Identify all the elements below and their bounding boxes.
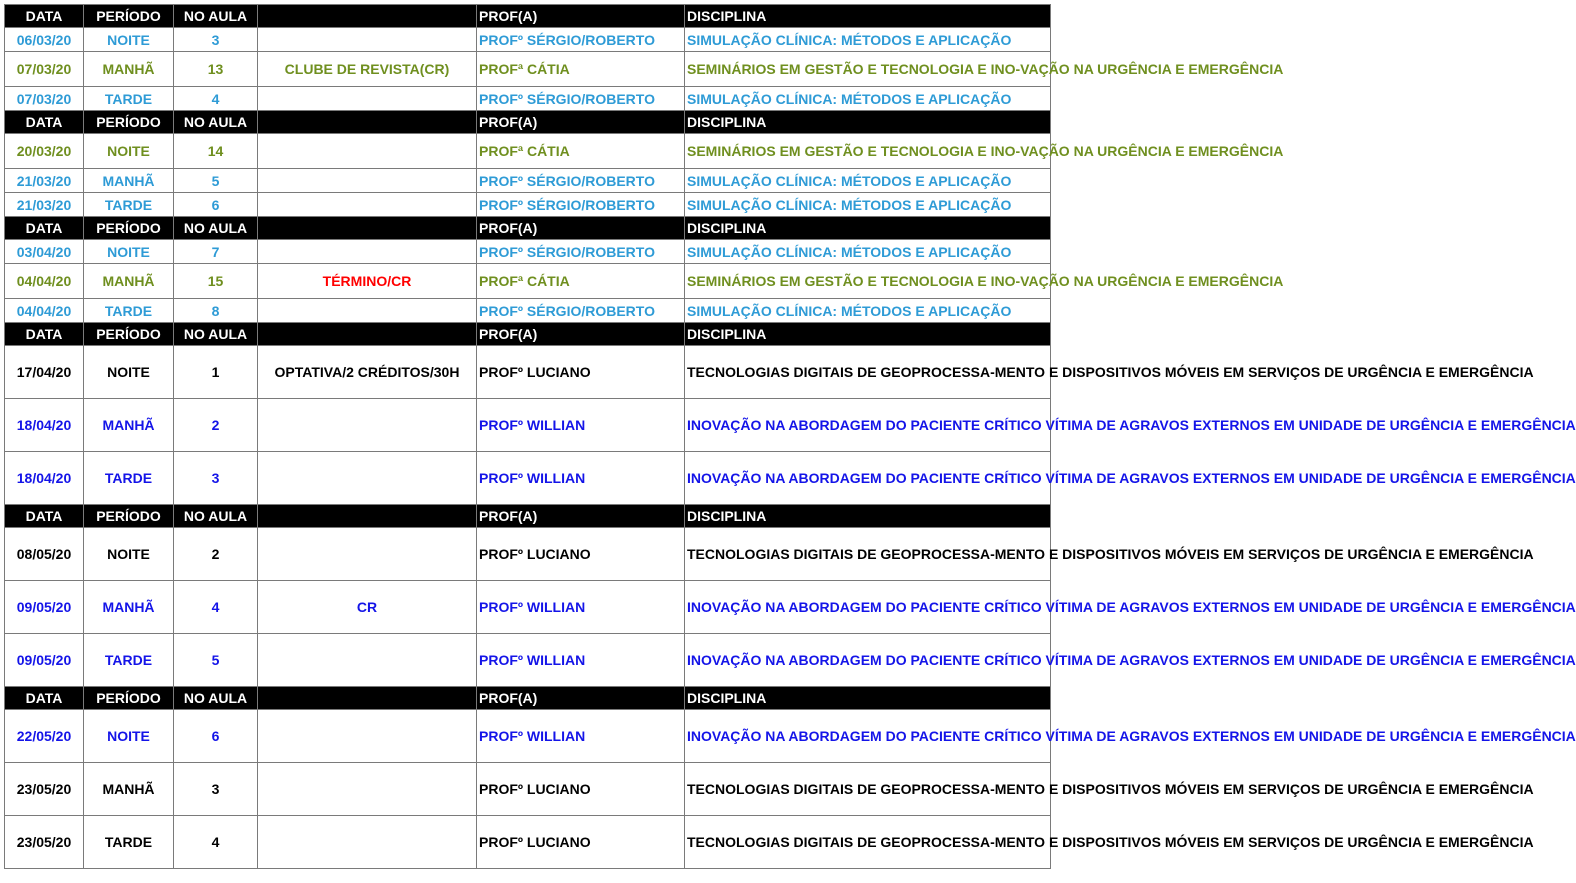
cell-periodo: TARDE: [84, 816, 174, 869]
cell-obs: [258, 710, 477, 763]
cell-obs: [258, 193, 477, 217]
header-obs: [258, 505, 477, 528]
cell-obs: [258, 528, 477, 581]
table-row: [5, 169, 1051, 193]
cell-disciplina: SEMINÁRIOS EM GESTÃO E TECNOLOGIA E INO-VAÇÃO NA URGÊNCIA E EMERGÊNCIA: [685, 52, 1051, 87]
header-periodo: PERÍODO: [84, 5, 174, 28]
cell-obs: [258, 240, 477, 264]
header-disciplina: DISCIPLINA: [685, 505, 1051, 528]
cell-obs: CLUBE DE REVISTA(CR): [258, 52, 477, 87]
cell-aula: 4: [174, 87, 258, 111]
table-row: [5, 240, 1051, 264]
header-prof: PROF(A): [477, 5, 685, 28]
cell-obs: [258, 134, 477, 169]
table-row: [5, 399, 1051, 452]
header-periodo: PERÍODO: [84, 687, 174, 710]
cell-prof: PROFº LUCIANO: [477, 763, 685, 816]
header-aula: NO AULA: [174, 687, 258, 710]
cell-periodo: NOITE: [84, 710, 174, 763]
cell-data: 09/05/20: [5, 634, 84, 687]
header-row: [5, 217, 1051, 240]
header-data: DATA: [5, 111, 84, 134]
cell-prof: PROFº SÉRGIO/ROBERTO: [477, 28, 685, 52]
header-aula: NO AULA: [174, 217, 258, 240]
cell-aula: 3: [174, 763, 258, 816]
cell-periodo: NOITE: [84, 240, 174, 264]
cell-disciplina: INOVAÇÃO NA ABORDAGEM DO PACIENTE CRÍTICO VÍTIMA DE AGRAVOS EXTERNOS EM UNIDADE DE URGÊNCIA E EMERGÊNCIA: [685, 634, 1051, 687]
cell-aula: 3: [174, 452, 258, 505]
cell-periodo: MANHÃ: [84, 399, 174, 452]
cell-data: 07/03/20: [5, 52, 84, 87]
cell-obs: TÉRMINO/CR: [258, 264, 477, 299]
header-row: [5, 687, 1051, 710]
cell-data: 04/04/20: [5, 299, 84, 323]
cell-aula: 6: [174, 710, 258, 763]
table-row: [5, 193, 1051, 217]
header-obs: [258, 687, 477, 710]
cell-aula: 4: [174, 816, 258, 869]
cell-periodo: TARDE: [84, 634, 174, 687]
cell-data: 18/04/20: [5, 399, 84, 452]
cell-data: 23/05/20: [5, 763, 84, 816]
cell-obs: [258, 28, 477, 52]
cell-prof: PROFº SÉRGIO/ROBERTO: [477, 299, 685, 323]
cell-disciplina: TECNOLOGIAS DIGITAIS DE GEOPROCESSA-MENTO E DISPOSITIVOS MÓVEIS EM SERVIÇOS DE URGÊNCIA E EMERGÊNCIA: [685, 816, 1051, 869]
header-data: DATA: [5, 5, 84, 28]
cell-aula: 7: [174, 240, 258, 264]
cell-periodo: NOITE: [84, 346, 174, 399]
header-data: DATA: [5, 505, 84, 528]
header-prof: PROF(A): [477, 687, 685, 710]
table-row: [5, 264, 1051, 299]
cell-prof: PROFº LUCIANO: [477, 346, 685, 399]
cell-obs: [258, 169, 477, 193]
header-data: DATA: [5, 687, 84, 710]
header-obs: [258, 323, 477, 346]
table-row: [5, 528, 1051, 581]
cell-disciplina: SEMINÁRIOS EM GESTÃO E TECNOLOGIA E INO-VAÇÃO NA URGÊNCIA E EMERGÊNCIA: [685, 134, 1051, 169]
cell-obs: [258, 87, 477, 111]
cell-aula: 2: [174, 528, 258, 581]
schedule-table: [4, 4, 1576, 869]
cell-disciplina: INOVAÇÃO NA ABORDAGEM DO PACIENTE CRÍTICO VÍTIMA DE AGRAVOS EXTERNOS EM UNIDADE DE URGÊNCIA E EMERGÊNCIA: [685, 581, 1051, 634]
cell-periodo: MANHÃ: [84, 52, 174, 87]
header-row: [5, 5, 1051, 28]
cell-data: 08/05/20: [5, 528, 84, 581]
cell-aula: 4: [174, 581, 258, 634]
cell-data: 22/05/20: [5, 710, 84, 763]
cell-data: 21/03/20: [5, 193, 84, 217]
header-obs: [258, 217, 477, 240]
header-row: [5, 323, 1051, 346]
cell-prof: PROFº SÉRGIO/ROBERTO: [477, 169, 685, 193]
cell-periodo: NOITE: [84, 528, 174, 581]
header-disciplina: DISCIPLINA: [685, 323, 1051, 346]
cell-aula: 6: [174, 193, 258, 217]
cell-obs: CR: [258, 581, 477, 634]
cell-disciplina: INOVAÇÃO NA ABORDAGEM DO PACIENTE CRÍTICO VÍTIMA DE AGRAVOS EXTERNOS EM UNIDADE DE URGÊNCIA E EMERGÊNCIA: [685, 710, 1051, 763]
cell-data: 20/03/20: [5, 134, 84, 169]
header-aula: NO AULA: [174, 323, 258, 346]
cell-aula: 13: [174, 52, 258, 87]
cell-obs: OPTATIVA/2 CRÉDITOS/30H: [258, 346, 477, 399]
cell-disciplina: INOVAÇÃO NA ABORDAGEM DO PACIENTE CRÍTICO VÍTIMA DE AGRAVOS EXTERNOS EM UNIDADE DE URGÊNCIA E EMERGÊNCIA: [685, 452, 1051, 505]
table-row: [5, 134, 1051, 169]
cell-disciplina: SIMULAÇÃO CLÍNICA: MÉTODOS E APLICAÇÃO: [685, 87, 1051, 111]
cell-prof: PROFº SÉRGIO/ROBERTO: [477, 193, 685, 217]
cell-obs: [258, 763, 477, 816]
cell-prof: PROFº SÉRGIO/ROBERTO: [477, 240, 685, 264]
cell-prof: PROFº WILLIAN: [477, 581, 685, 634]
header-prof: PROF(A): [477, 111, 685, 134]
header-row: [5, 111, 1051, 134]
table-row: [5, 816, 1051, 869]
table-row: [5, 763, 1051, 816]
cell-obs: [258, 399, 477, 452]
cell-aula: 3: [174, 28, 258, 52]
cell-prof: PROFª CÁTIA: [477, 264, 685, 299]
cell-data: 09/05/20: [5, 581, 84, 634]
cell-obs: [258, 634, 477, 687]
cell-disciplina: TECNOLOGIAS DIGITAIS DE GEOPROCESSA-MENTO E DISPOSITIVOS MÓVEIS EM SERVIÇOS DE URGÊNCIA E EMERGÊNCIA: [685, 346, 1051, 399]
header-aula: NO AULA: [174, 5, 258, 28]
cell-periodo: TARDE: [84, 452, 174, 505]
cell-data: 06/03/20: [5, 28, 84, 52]
table-row: [5, 581, 1051, 634]
header-row: [5, 505, 1051, 528]
table-row: [5, 346, 1051, 399]
header-disciplina: DISCIPLINA: [685, 111, 1051, 134]
cell-prof: PROFª CÁTIA: [477, 52, 685, 87]
header-periodo: PERÍODO: [84, 217, 174, 240]
cell-prof: PROFª CÁTIA: [477, 134, 685, 169]
header-periodo: PERÍODO: [84, 505, 174, 528]
cell-data: 04/04/20: [5, 264, 84, 299]
header-data: DATA: [5, 217, 84, 240]
cell-prof: PROFº SÉRGIO/ROBERTO: [477, 87, 685, 111]
cell-aula: 5: [174, 634, 258, 687]
cell-prof: PROFº LUCIANO: [477, 528, 685, 581]
cell-disciplina: SIMULAÇÃO CLÍNICA: MÉTODOS E APLICAÇÃO: [685, 169, 1051, 193]
cell-periodo: TARDE: [84, 87, 174, 111]
cell-obs: [258, 816, 477, 869]
header-prof: PROF(A): [477, 323, 685, 346]
header-periodo: PERÍODO: [84, 323, 174, 346]
cell-periodo: NOITE: [84, 134, 174, 169]
cell-disciplina: SIMULAÇÃO CLÍNICA: MÉTODOS E APLICAÇÃO: [685, 193, 1051, 217]
cell-aula: 5: [174, 169, 258, 193]
table-row: [5, 299, 1051, 323]
cell-data: 07/03/20: [5, 87, 84, 111]
cell-aula: 2: [174, 399, 258, 452]
cell-disciplina: INOVAÇÃO NA ABORDAGEM DO PACIENTE CRÍTICO VÍTIMA DE AGRAVOS EXTERNOS EM UNIDADE DE URGÊNCIA E EMERGÊNCIA: [685, 399, 1051, 452]
cell-periodo: TARDE: [84, 299, 174, 323]
cell-prof: PROFº LUCIANO: [477, 816, 685, 869]
header-obs: [258, 111, 477, 134]
header-prof: PROF(A): [477, 217, 685, 240]
table-row: [5, 87, 1051, 111]
cell-data: 21/03/20: [5, 169, 84, 193]
table-row: [5, 52, 1051, 87]
cell-aula: 8: [174, 299, 258, 323]
cell-data: 03/04/20: [5, 240, 84, 264]
cell-periodo: MANHÃ: [84, 763, 174, 816]
cell-aula: 14: [174, 134, 258, 169]
cell-disciplina: TECNOLOGIAS DIGITAIS DE GEOPROCESSA-MENTO E DISPOSITIVOS MÓVEIS EM SERVIÇOS DE URGÊNCIA E EMERGÊNCIA: [685, 528, 1051, 581]
header-aula: NO AULA: [174, 111, 258, 134]
header-disciplina: DISCIPLINA: [685, 5, 1051, 28]
header-disciplina: DISCIPLINA: [685, 687, 1051, 710]
cell-disciplina: SEMINÁRIOS EM GESTÃO E TECNOLOGIA E INO-VAÇÃO NA URGÊNCIA E EMERGÊNCIA: [685, 264, 1051, 299]
table-row: [5, 710, 1051, 763]
table-row: [5, 28, 1051, 52]
cell-aula: 15: [174, 264, 258, 299]
cell-prof: PROFº WILLIAN: [477, 452, 685, 505]
cell-obs: [258, 452, 477, 505]
cell-disciplina: TECNOLOGIAS DIGITAIS DE GEOPROCESSA-MENTO E DISPOSITIVOS MÓVEIS EM SERVIÇOS DE URGÊNCIA E EMERGÊNCIA: [685, 763, 1051, 816]
header-data: DATA: [5, 323, 84, 346]
cell-periodo: NOITE: [84, 28, 174, 52]
table-row: [5, 452, 1051, 505]
cell-disciplina: SIMULAÇÃO CLÍNICA: MÉTODOS E APLICAÇÃO: [685, 28, 1051, 52]
header-aula: NO AULA: [174, 505, 258, 528]
header-periodo: PERÍODO: [84, 111, 174, 134]
cell-data: 17/04/20: [5, 346, 84, 399]
cell-data: 18/04/20: [5, 452, 84, 505]
cell-disciplina: SIMULAÇÃO CLÍNICA: MÉTODOS E APLICAÇÃO: [685, 240, 1051, 264]
cell-prof: PROFº WILLIAN: [477, 634, 685, 687]
cell-periodo: MANHÃ: [84, 264, 174, 299]
cell-data: 23/05/20: [5, 816, 84, 869]
header-disciplina: DISCIPLINA: [685, 217, 1051, 240]
cell-aula: 1: [174, 346, 258, 399]
cell-periodo: TARDE: [84, 193, 174, 217]
cell-periodo: MANHÃ: [84, 169, 174, 193]
cell-periodo: MANHÃ: [84, 581, 174, 634]
table-row: [5, 634, 1051, 687]
cell-disciplina: SIMULAÇÃO CLÍNICA: MÉTODOS E APLICAÇÃO: [685, 299, 1051, 323]
header-obs: [258, 5, 477, 28]
cell-prof: PROFº WILLIAN: [477, 710, 685, 763]
cell-obs: [258, 299, 477, 323]
cell-prof: PROFº WILLIAN: [477, 399, 685, 452]
header-prof: PROF(A): [477, 505, 685, 528]
